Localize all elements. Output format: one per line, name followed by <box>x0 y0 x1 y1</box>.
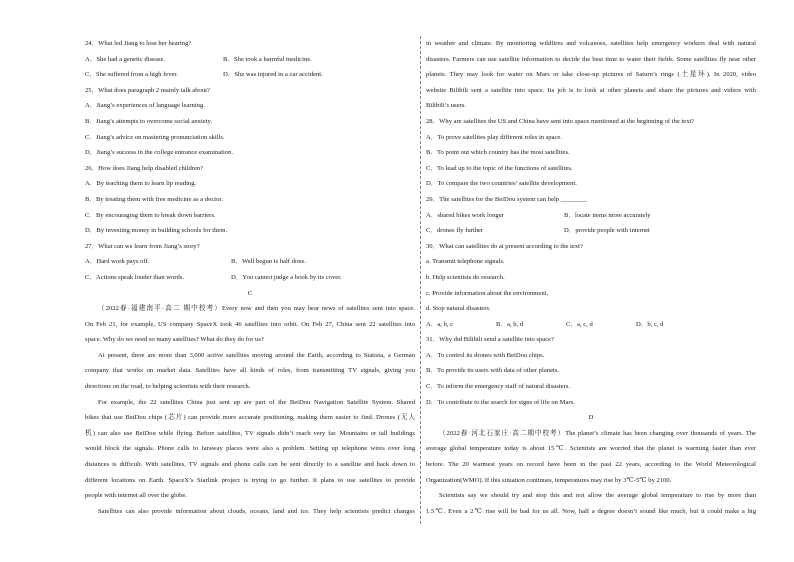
passage-d-line: average global temperature today is about 15℃. Scientists are worried that the planet is warming faster than ever <box>426 445 756 453</box>
section-c-heading: C <box>247 289 253 297</box>
q26-option-c: C．By encouraging them to break down barriers. <box>85 211 216 219</box>
passage-c-line: For example, the 22 satellites China just sent up are part of the BeiDou Navigation Satellite System. Shared <box>98 398 415 406</box>
passage-c-cont-line: Bilibili’s users. <box>426 102 466 110</box>
q26-option-b: B．By treating them with free medicine as a doctor. <box>85 195 223 203</box>
q31-stem: 31．Why did Bilibili send a satellite into space? <box>426 336 555 344</box>
q26-option-a: A．By teaching them to learn lip reading. <box>85 180 197 188</box>
section-d-heading: D <box>588 414 594 422</box>
q27-option-b: B．Well begun is half done. <box>231 258 307 266</box>
q29-options-ab <box>426 208 756 224</box>
q24-options-ab <box>85 52 415 68</box>
q25-option-b: B．Jiang’s attempts to overcome social anxiety. <box>85 117 213 125</box>
q30-option-d: D．b, c, d <box>636 320 664 328</box>
q30-options <box>426 317 756 333</box>
passage-c-line: space. Why do we need so many satellites? What do they do for us? <box>85 336 264 344</box>
passage-c-line: directions on the road, to helping scientists with their research. <box>85 383 251 391</box>
q24-option-b: B．She took a harmful medicine. <box>223 55 312 63</box>
passage-c-cont-line: planets. They may look for water on Mars or take close-up pictures of Saturn’s rings (土星环). In 2020, video <box>426 71 756 79</box>
passage-c-line: company that works on market data. Satellites have all kinds of roles, from transmitting TV signals, giving you <box>85 367 415 375</box>
passage-c-line: distances is difficult. With satellites, TV signals and phone calls can be sent directly to a satellite and back down to <box>85 461 415 469</box>
q30-statement-c: c. Provide information about the environment. <box>426 289 549 297</box>
q24-option-c: C．She suffered from a high fever. <box>85 71 178 79</box>
q24-stem: 24．What led Jiang to lose her hearing? <box>85 40 192 47</box>
q27-option-c: C．Actions speak louder than words. <box>85 273 185 281</box>
q29-stem: 29．The satellites for the BeiDou system can help ________ <box>426 195 588 203</box>
q25-option-d: D．Jiang’s success in the college entrance examination. <box>85 149 234 157</box>
q27-option-a: A．Hard work pays off. <box>85 258 150 266</box>
q24-options-cd <box>85 67 415 83</box>
q29-option-b: B．locate items more accurately <box>564 211 651 219</box>
q27-options-ab <box>85 254 415 270</box>
q31-option-a: A．To control its drones with BeiDou chips. <box>426 351 545 359</box>
q28-option-b: B．To point out which country has the most satellites. <box>426 149 570 157</box>
q29-options-cd <box>426 223 756 239</box>
q30-option-c: C．a, c, d <box>566 320 593 328</box>
q24-option-d: D．She was injured in a car accident. <box>223 71 323 79</box>
q29-option-d: D．provide people with internet <box>564 227 650 235</box>
passage-c-line: Satellites can also provide information about clouds, oceans, land and ice. They help scientists predict changes <box>98 507 415 515</box>
passage-c-line: would block the signals. Phone calls to faraway places were also a problem. Setting up telephone wires over long <box>85 445 415 453</box>
q28-option-a: A．To prove satellites play different roles in space. <box>426 133 563 141</box>
q30-stem: 30．What can satellites do at present according to the text? <box>426 242 583 250</box>
q30-option-b: B．a, b, d <box>496 320 524 328</box>
q31-option-d: D．To contribute to the search for signs of life on Mars. <box>426 398 575 406</box>
q31-option-b: B．To provide its users with data of other planets. <box>426 367 560 375</box>
q24-option-a: A．She had a genetic disease. <box>85 55 166 63</box>
passage-c-cont-line: in weather and climate. By monitoring wildfires and volcanoes, satellites help emergency workers deal with natural <box>426 40 756 47</box>
passage-d-line: Scientists say we should try and stop this and not allow the average global temperature to rise by more than <box>439 492 756 500</box>
q25-option-a: A．Jiang’s experiences of language learning. <box>85 102 205 110</box>
q25-stem: 25．What does paragraph 2 mainly talk about? <box>85 86 210 94</box>
passage-c-line: At present, there are more than 3,000 active satellites moving around the Earth, according to Statista, a German <box>98 351 415 359</box>
q30-option-a: A．a, b, c <box>426 320 454 328</box>
passage-c-cont-line: website Bilibili sent a satellite into space. Its job is to look at other planets and share the pictures and videos with <box>426 86 756 94</box>
passage-d-line: before. The 20 warmest years on record have been in the past 22 years, according to the World Meteorological <box>426 461 756 469</box>
q28-option-c: C．To lead up to the topic of the functions of satellites. <box>426 164 573 172</box>
passage-d-line: （2022春·河北石家庄·高二期中校考）The planet’s climate has been changing over thousands of years. The <box>439 429 756 437</box>
q27-option-d: D．You cannot judge a book by its cover. <box>231 273 342 281</box>
q31-option-c: C．To inform the emergency staff of natural disasters. <box>426 383 570 391</box>
passage-c-cont-line: disasters. Farmers can use satellite information to decide the best time to water their fields. Some satellites fly near other <box>426 55 756 63</box>
q25-option-c: C．Jiang’s advice on mastering pronunciation skills. <box>85 133 225 141</box>
q27-stem: 27．What can we learn from Jiang’s story? <box>85 242 200 250</box>
left-column <box>85 36 415 519</box>
q30-statement-a: a. Transmit telephone signals. <box>426 258 505 266</box>
right-column <box>426 36 756 519</box>
q29-option-c: C．drones fly further <box>426 227 484 235</box>
passage-d-line: Organization(WMO). If this situation continues, temperatures may rise by 3℃-5℃ by 2100. <box>426 476 672 484</box>
q30-statement-b: b. Help scientists do research. <box>426 273 505 281</box>
passage-c-line: On Feb 21, for example, US company SpaceX took 46 satellites into orbit. On Feb 27, China sent 22 satellites into <box>85 320 415 328</box>
q30-statement-d: d. Stop natural disasters. <box>426 305 491 313</box>
column-divider <box>420 36 421 524</box>
passage-c-line: 机) can also use BeiDou while flying. Before satellites, TV signals didn’t reach very far. Mountains or tall buildings <box>85 429 415 437</box>
passage-c-line: people with internet all over the globe. <box>85 492 187 500</box>
passage-c-line: （2022春·福建南平·高二 期中校考）Every now and then you may hear news of satellites sent into space. <box>98 305 415 313</box>
q26-option-d: D．By investing money in building schools for them. <box>85 227 228 235</box>
passage-d-line: 1.5℃. Even a 2℃ rise will be bad for us all. Now, half a degree doesn’t sound like much, but it could make a big <box>426 507 756 515</box>
q29-option-a: A．shared bikes work longer <box>426 211 504 219</box>
q27-options-cd <box>85 270 415 286</box>
q26-stem: 26．How does Jiang help disabled children? <box>85 164 204 172</box>
passage-c-line: different locations on Earth. SpaceX’s Starlink project is trying to go further. It plans to use satellites to provide <box>85 476 415 484</box>
q28-option-d: D．To compare the two countries’ satellite development. <box>426 180 577 188</box>
passage-c-line: bikes that use BeiDou chips (芯片) can provide more accurate positioning, making them easier to find. Drones (无人 <box>85 414 415 422</box>
q28-stem: 28．Why are satellites the US and China have sent into space mentioned at the beginning of the text? <box>426 117 695 125</box>
